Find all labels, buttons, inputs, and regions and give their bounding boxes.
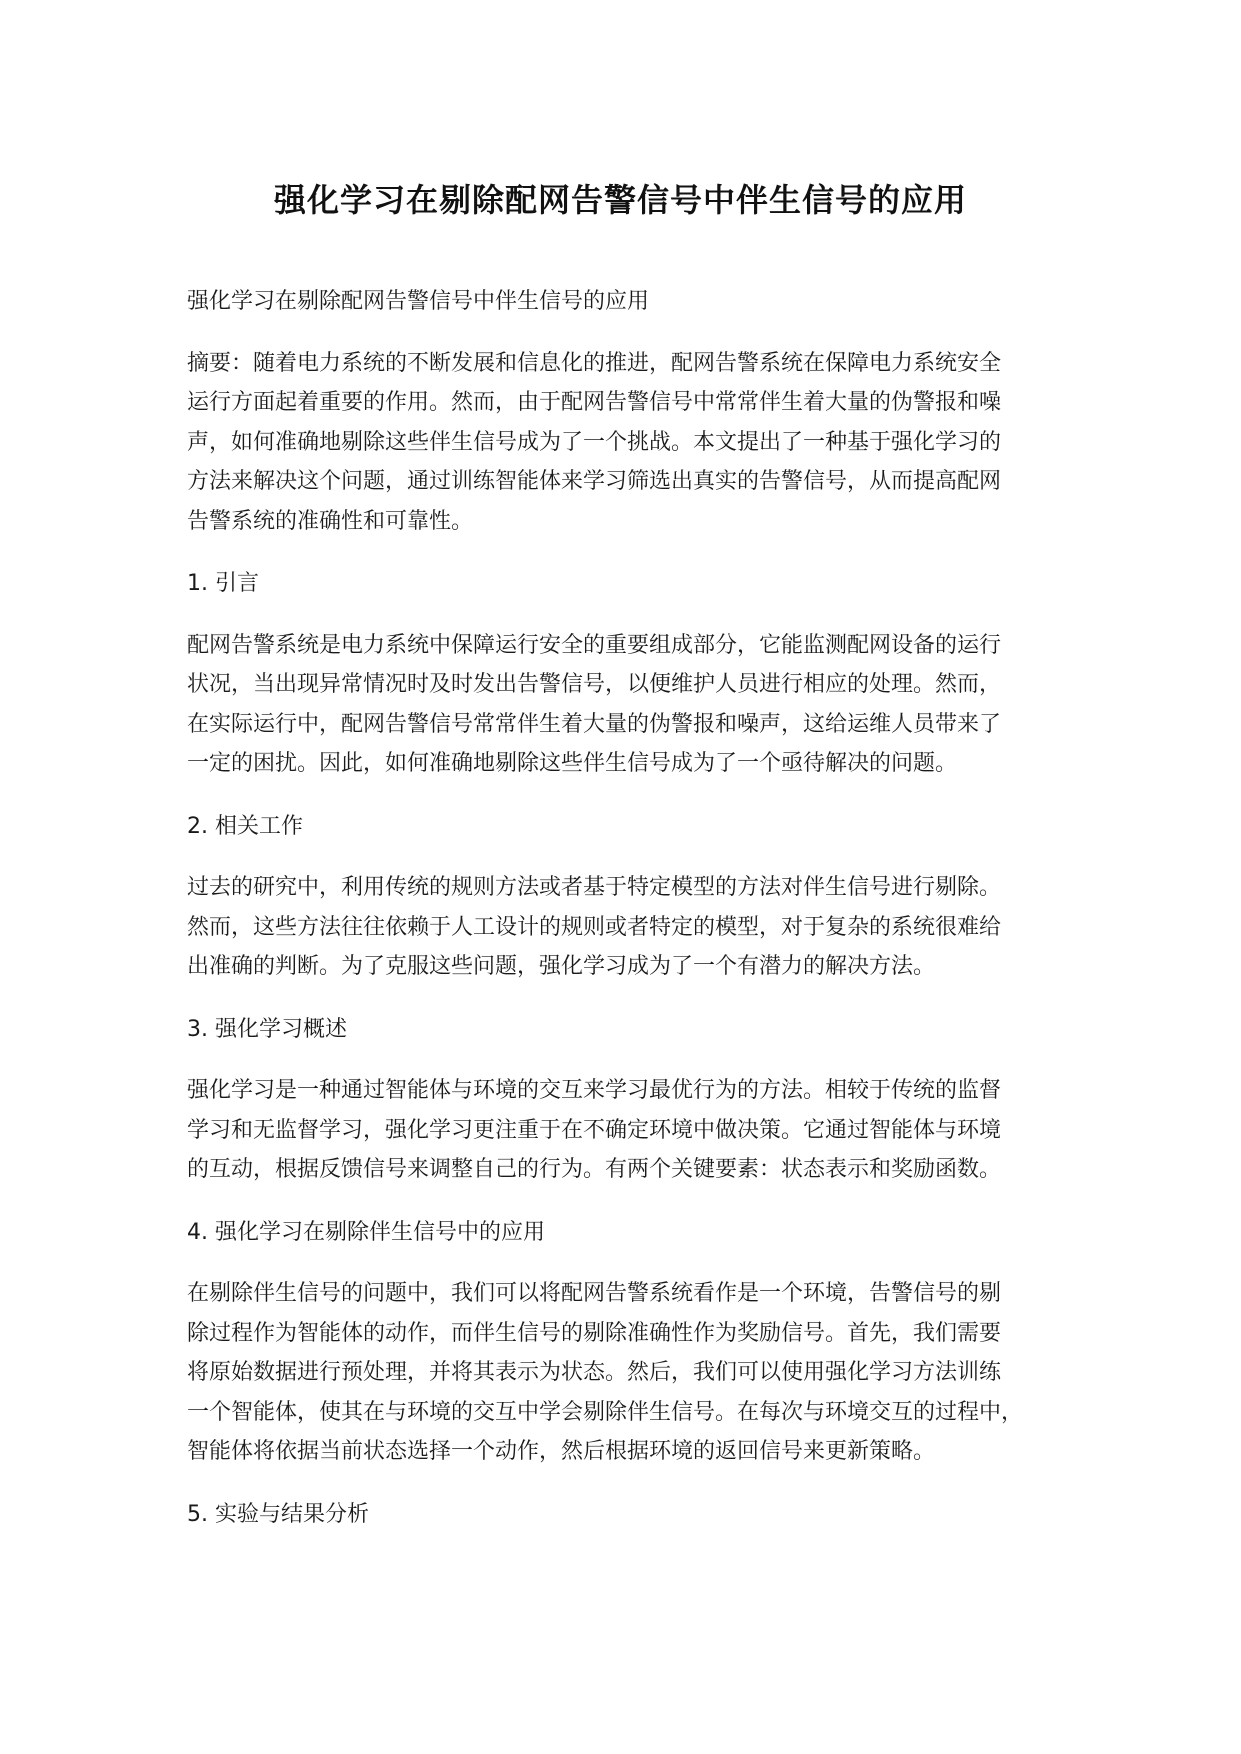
paragraph-line: 配网告警系统是电力系统中保障运行安全的重要组成部分，它能监测配网设备的运行 bbox=[187, 632, 1002, 658]
document-title: 强化学习在剔除配网告警信号中伴生信号的应用 bbox=[273, 181, 967, 219]
section-heading-introduction: 1. 引言 bbox=[187, 571, 259, 596]
paragraph-line: 的互动，根据反馈信号来调整自己的行为。有两个关键要素：状态表示和奖励函数。 bbox=[187, 1157, 1002, 1182]
abstract-line: 摘要：随着电力系统的不断发展和信息化的推进，配网告警系统在保障电力系统安全 bbox=[187, 350, 1002, 376]
paragraph-line: 状况，当出现异常情况时及时发出告警信号，以便维护人员进行相应的处理。然而， bbox=[187, 672, 1002, 697]
related-work-paragraph bbox=[187, 868, 1067, 987]
rl-overview-paragraph bbox=[187, 1071, 1067, 1190]
document-subtitle: 强化学习在剔除配网告警信号中伴生信号的应用 bbox=[187, 289, 650, 314]
paragraph-line: 一定的困扰。因此，如何准确地剔除这些伴生信号成为了一个亟待解决的问题。 bbox=[187, 751, 958, 776]
paragraph-line: 在实际运行中，配网告警信号常常伴生着大量的伪警报和噪声，这给运维人员带来了 bbox=[187, 711, 1002, 737]
paragraph-line: 出准确的判断。为了克服这些问题，强化学习成为了一个有潜力的解决方法。 bbox=[187, 954, 936, 979]
paragraph-line: 智能体将依据当前状态选择一个动作，然后根据环境的返回信号来更新策略。 bbox=[187, 1439, 936, 1464]
paragraph-line: 强化学习是一种通过智能体与环境的交互来学习最优行为的方法。相较于传统的监督 bbox=[187, 1078, 1002, 1103]
paragraph-line: 学习和无监督学习，强化学习更注重于在不确定环境中做决策。它通过智能体与环境 bbox=[187, 1117, 1002, 1143]
abstract-line: 告警系统的准确性和可靠性。 bbox=[187, 508, 474, 534]
paragraph-line: 将原始数据进行预处理，并将其表示为状态。然后，我们可以使用强化学习方法训练 bbox=[187, 1360, 1002, 1385]
paragraph-line: 在剔除伴生信号的问题中，我们可以将配网告警系统看作是一个环境，告警信号的剔 bbox=[187, 1281, 1002, 1306]
abstract-paragraph bbox=[187, 344, 1067, 542]
paragraph-line: 除过程作为智能体的动作，而伴生信号的剔除准确性作为奖励信号。首先，我们需要 bbox=[187, 1320, 1002, 1346]
paragraph-line: 然而，这些方法往往依赖于人工设计的规则或者特定的模型，对于复杂的系统很难给 bbox=[187, 914, 1002, 940]
abstract-line: 声，如何准确地剔除这些伴生信号成为了一个挑战。本文提出了一种基于强化学习的 bbox=[187, 429, 1002, 455]
paragraph-line: 一个智能体，使其在与环境的交互中学会剔除伴生信号。在每次与环境交互的过程中， bbox=[187, 1399, 1024, 1425]
section-heading-experiments: 5. 实验与结果分析 bbox=[187, 1501, 369, 1527]
document-body bbox=[187, 282, 1067, 1556]
section-heading-rl-overview: 3. 强化学习概述 bbox=[187, 1016, 347, 1042]
paragraph-line: 过去的研究中，利用传统的规则方法或者基于特定模型的方法对伴生信号进行剔除。 bbox=[187, 875, 1002, 900]
introduction-paragraph bbox=[187, 626, 1067, 784]
abstract-line: 方法来解决这个问题，通过训练智能体来学习筛选出真实的告警信号，从而提高配网 bbox=[187, 469, 1002, 494]
application-paragraph bbox=[187, 1274, 1067, 1472]
section-heading-application: 4. 强化学习在剔除伴生信号中的应用 bbox=[187, 1219, 545, 1245]
section-heading-related-work: 2. 相关工作 bbox=[187, 813, 303, 839]
abstract-line: 运行方面起着重要的作用。然而，由于配网告警信号中常常伴生着大量的伪警报和噪 bbox=[187, 390, 1002, 415]
